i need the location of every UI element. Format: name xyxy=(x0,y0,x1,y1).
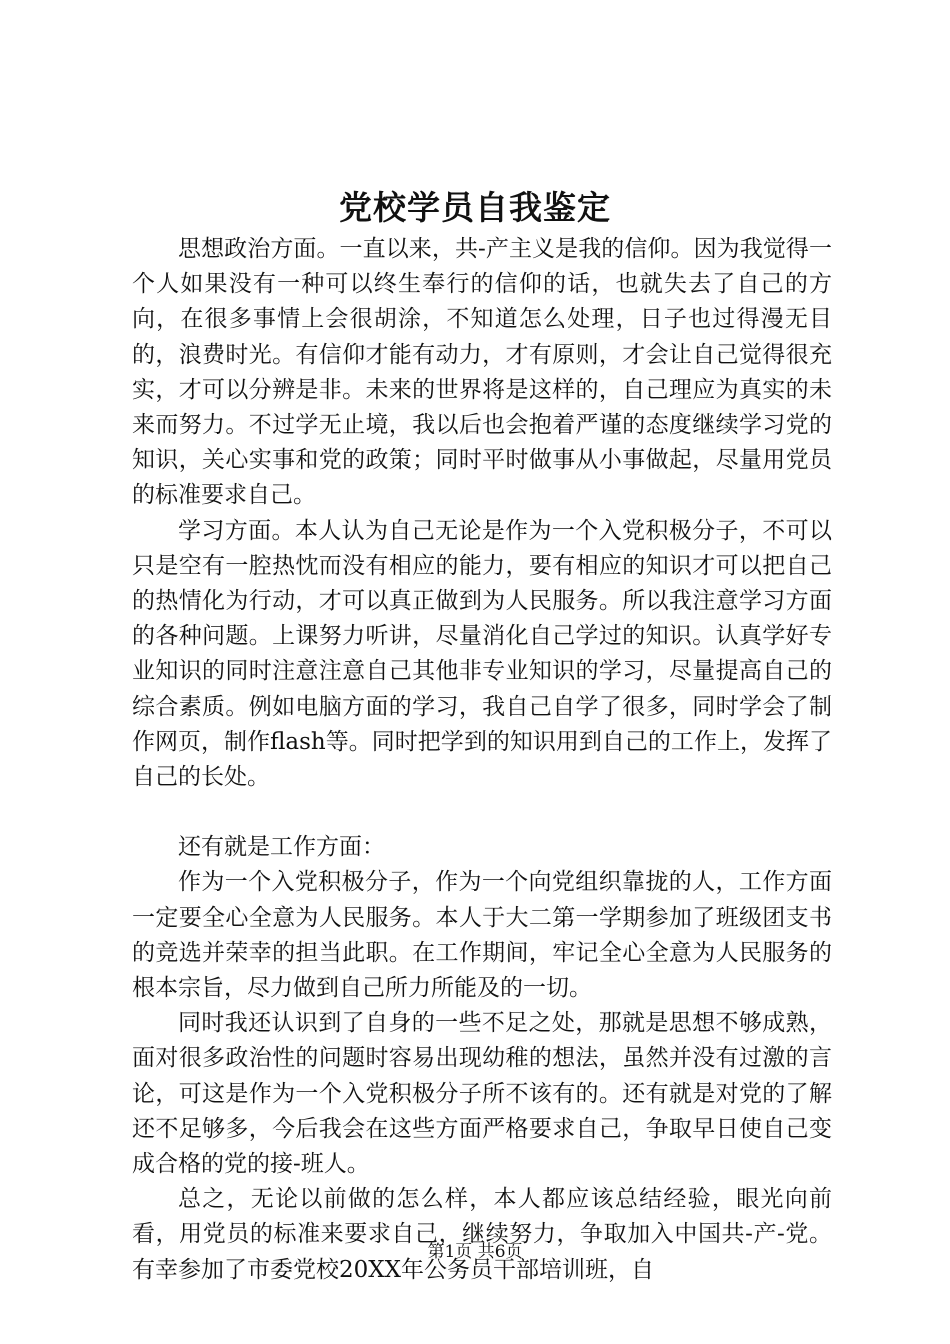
document-body xyxy=(132,232,832,1288)
paragraph-study: 学习方面。本人认为自己无论是作为一个入党积极分子，不可以只是空有一腔热忱而没有相应的能力，要有相应的知识才可以把自己的热情化为行动，才可以真正做到为人民服务。所以我注意学习方面的各种问题。上课努力听讲，尽量消化自己学过的知识。认真学好专业知识的同时注意注意自己其他非专业知识的学习，尽量提高自己的综合素质。例如电脑方面的学习，我自己自学了很多，同时学会了制作网页，制作flash等。同时把学到的知识用到自己的工作上，发挥了自己的长处。 xyxy=(132,517,832,791)
paragraph-work-heading: 还有就是工作方面： xyxy=(178,834,385,861)
paragraph-political: 思想政治方面。一直以来，共-产主义是我的信仰。因为我觉得一个人如果没有一种可以终生奉行的信仰的话，也就失去了自己的方向，在很多事情上会很胡涂，不知道怎么处理，日子也过得漫无目的，浪费时光。有信仰才能有动力，才有原则，才会让自己觉得很充实，才可以分辨是非。未来的世界将是这样的，自己理应为真实的未来而努力。不过学无止境，我以后也会抱着严谨的态度继续学习党的知识，关心实事和党的政策；同时平时做事从小事做起，尽量用党员的标准要求自己。 xyxy=(132,236,832,509)
document-title: 党校学员自我鉴定 xyxy=(339,188,611,227)
paragraph-shortcomings: 同时我还认识到了自身的一些不足之处，那就是思想不够成熟，面对很多政治性的问题时容易出现幼稚的想法，虽然并没有过激的言论，可这是作为一个入党积极分子所不该有的。还有就是对党的了解还不足够多，今后我会在这些方面严格要求自己，争取早日使自己变成合格的党的接-班人。 xyxy=(132,1010,832,1178)
paragraph-summary: 总之，无论以前做的怎么样，本人都应该总结经验，眼光向前看，用党员的标准来要求自己，继续努力，争取加入中国共-产-党。有幸参加了市委党校20XX年公务员干部培训班，自 xyxy=(132,1186,832,1283)
paragraph-gap xyxy=(132,795,832,830)
page-number: 第1页 共6页 xyxy=(427,1242,523,1262)
paragraph-work: 作为一个入党积极分子，作为一个向党组织靠拢的人，工作方面一定要全心全意为人民服务。本人于大二第一学期参加了班级团支书的竞选并荣幸的担当此职。在工作期间，牢记全心全意为人民服务的根本宗旨，尽力做到自己所力所能及的一切。 xyxy=(132,869,832,1002)
